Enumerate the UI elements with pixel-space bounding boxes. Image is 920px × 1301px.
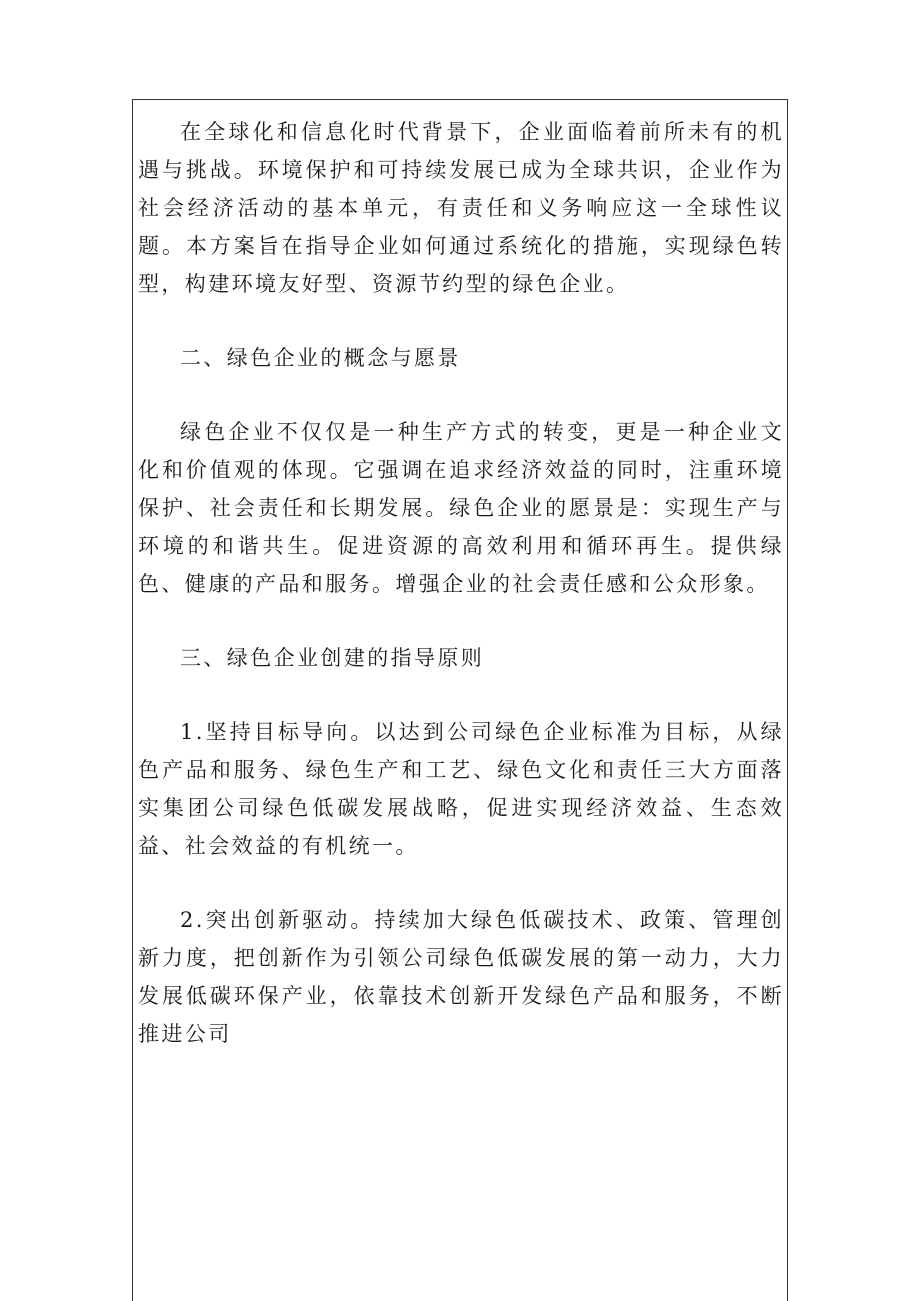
principle-1-paragraph: 1.坚持目标导向。以达到公司绿色企业标准为目标，从绿色产品和服务、绿色生产和工艺、绿色文化和责任三大方面落实集团公司绿色低碳发展战略，促进实现经济效益、生态效益、社会效益的有机统一。 [138, 720, 784, 858]
intro-paragraph: 在全球化和信息化时代背景下，企业面临着前所未有的机遇与挑战。环境保护和可持续发展已成为全球共识，企业作为社会经济活动的基本单元，有责任和义务响应这一全球性议题。本方案旨在指导企业如何通过系统化的措施，实现绿色转型，构建环境友好型、资源节约型的绿色企业。 [138, 120, 784, 296]
section-heading-principles: 三、绿色企业创建的指导原则 [180, 646, 485, 670]
concept-paragraph: 绿色企业不仅仅是一种生产方式的转变，更是一种企业文化和价值观的体现。它强调在追求经济效益的同时，注重环境保护、社会责任和长期发展。绿色企业的愿景是：实现生产与环境的和谐共生。促进资源的高效利用和循环再生。提供绿色、健康的产品和服务。增强企业的社会责任感和公众形象。 [138, 420, 784, 596]
document-body [138, 113, 784, 1053]
section-heading-concept: 二、绿色企业的概念与愿景 [180, 346, 461, 370]
principle-2-paragraph: 2.突出创新驱动。持续加大绿色低碳技术、政策、管理创新力度，把创新作为引领公司绿色低碳发展的第一动力，大力发展低碳环保产业，依靠技术创新开发绿色产品和服务，不断推进公司 [138, 908, 784, 1046]
